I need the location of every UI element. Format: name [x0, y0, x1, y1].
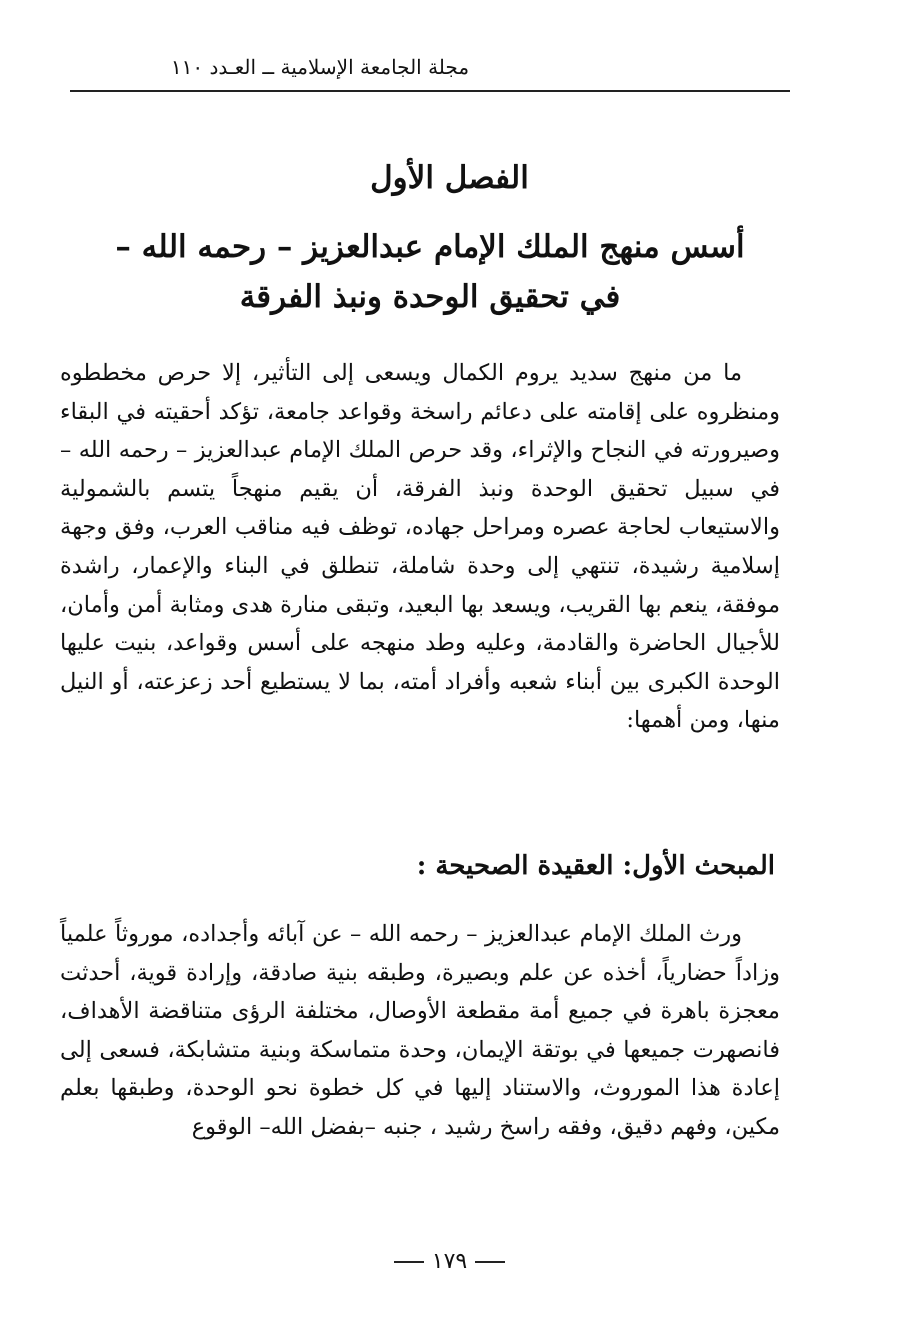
- page-number: ١٧٩: [431, 1249, 468, 1274]
- dash-left: [475, 1261, 505, 1263]
- journal-title: مجلة الجامعة الإسلامية ــ العـدد ١١٠: [170, 55, 470, 79]
- running-header: [70, 54, 790, 92]
- chapter-title: الفصل الأول: [370, 160, 529, 196]
- intro-paragraph: ما من منهج سديد يروم الكمال ويسعى إلى التأثير، إلا حرص مخططوه ومنظروه على إقامته على دعائم راسخة وقواعد جامعة، تؤكد أحقيته في البقاء وصيرورته في النجاح والإثراء، وقد حرص الملك الإمام عبدالعزيز – رحمه الله – في سبيل تحقيق الوحدة ونبذ الفرقة، أن يقيم منهجاً يتسم بالشمولية والاستيعاب لحاجة عصره ومراحل جهاده، توظف فيه مناقب العرب، وفق وجهة إسلامية رشيدة، تنتهي إلى وحدة شاملة، تنطلق في البناء والإعمار، راشدة موفقة، ينعم بها القريب، ويسعد بها البعيد، وتبقى منارة هدى ومثابة أمن وأمان، للأجيال الحاضرة والقادمة، وعليه وطد منهجه على أسس وقواعد، بنيت عليها الوحدة الكبرى بين أبناء شعبه وأفراد أمته، بما لا يستطيع أحد زعزعته، أو النيل منها، ومن أهمها:: [60, 360, 780, 734]
- main-title: أسس منهج الملك الإمام عبدالعزيز – رحمه الله – في تحقيق الوحدة ونبذ الفرقة: [115, 229, 745, 315]
- section-heading: المبحث الأول: العقيدة الصحيحة :: [416, 851, 775, 881]
- page-number-footer: [0, 1247, 899, 1277]
- dash-right: [394, 1261, 424, 1263]
- section-paragraph: ورث الملك الإمام عبدالعزيز – رحمه الله – عن آبائه وأجداده، موروثاً علمياً وزاداً حضارياً، أخذه عن علم وبصيرة، وطبقه بنية صادقة، وإرادة قوية، أحدثت معجزة باهرة في جميع أمة مقطعة الأوصال، مختلفة الرؤى متناقضة الأهداف، فانصهرت جميعها في بوتقة الإيمان، وحدة متماسكة وبنية متشابكة، فسعى إلى إعادة هذا الموروث، والاستناد إليها في كل خطوة نحو الوحدة، وطبقها بعلم مكين، وفهم دقيق، وفقه راسخ رشيد ، جنبه –بفضل الله– الوقوع: [60, 921, 780, 1140]
